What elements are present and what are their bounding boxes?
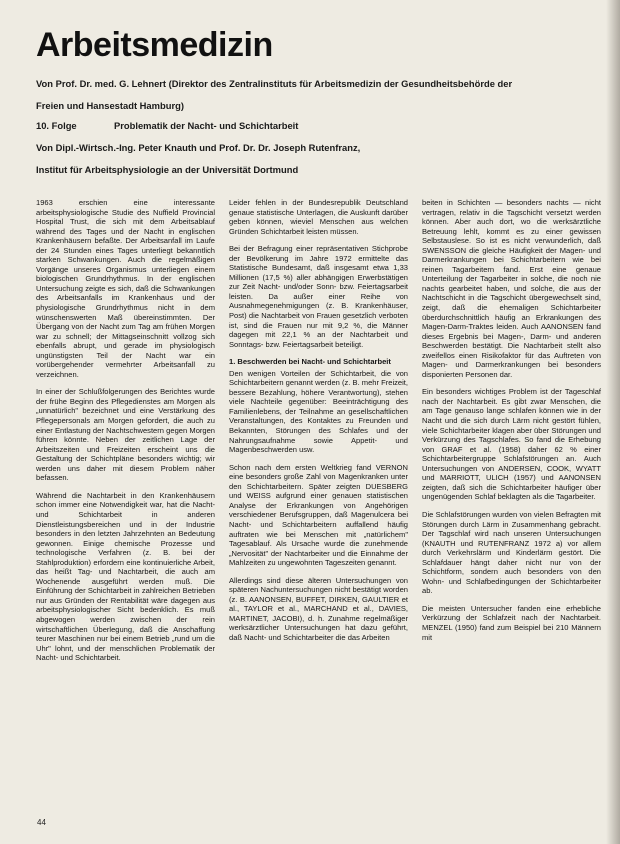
authors-line: Von Dipl.-Wirtsch.-Ing. Peter Knauth und Prof. Dr. Dr. Joseph Rutenfranz,: [36, 142, 361, 153]
page-number: 44: [37, 818, 46, 827]
paragraph: Leider fehlen in der Bundesrepublik Deutschland genaue statistische Unterlagen, die Auskunft darüber geben können, wieviel Menschen aus welchen Gründen Schichtarbeit leisten müssen.: [229, 198, 408, 236]
byline-continued: Freien und Hansestadt Hamburg): [36, 100, 184, 111]
paragraph: Ein besonders wichtiges Problem ist der Tageschlaf nach der Nachtarbeit. Es gibt zwar Menschen, die am Tage genauso lange schlafen können wie in der Nacht und die sich durch Lärm nicht gestört fühlen, viele Schichtarbeiter klagen aber über Störungen und Verkürzung des Tagschlafes. So fand die Erhebung von GRAF et al. (1958) daher 62 % einer Schichtarbeitergruppe Schlafstörungen an. Auch Untersuchungen von ANDERSEN, COOK, WYATT und MARRIOTT, ULICH (1957) und AANONSEN zeigten, daß sich die Schichtarbeiter häufiger über ungenügenden Schlaf beklagten als die Tagarbeiter.: [422, 387, 601, 502]
paragraph: Schon nach dem ersten Weltkrieg fand VERNON eine besonders große Zahl von Magenkranken unter den Schichtarbeitern. Später zeigten DUESBERG und WEISS aufgrund einer genauen statistischen Analyse der Erkrankungen von Angehörigen verschiedener Berufsgruppen, daß Magenulcera bei Nacht- und Schichtarbeitern auffallend häufig auftraten wie bei Menschen mit „natürlichem" Tagesablauf. Als Ursache wurde die zunehmende „Nervosität" der Nachtarbeiter und die Einnahme der Mahlzeiten zu ungewohnten Tageszeiten genannt.: [229, 462, 408, 568]
paragraph: Bei der Befragung einer repräsentativen Stichprobe der Bevölkerung im Jahre 1972 ermittelte das Statistische Bundesamt, daß insgesamt etwa 1,33 Millionen (17,5 %) aller abhängigen Erwerbstätigen zur Zeit Nacht- und/oder Sonn- bzw. Feiertagsarbeit leisten. Da außer einer Reihe von Ausnahmegenehmigungen (z. B. Krankenhäuser, Post) die Nachtarbeit von Frauen gesetzlich verboten ist, sind die Frauen nur mit 9,2 %, die Männer dagegen mit 22,1 % an der Nachtarbeit und Sonntags- bzw. Feiertagsarbeit beteiligt.: [229, 244, 408, 349]
column-2: [229, 198, 408, 824]
series-line: [36, 120, 298, 131]
column-3: [422, 198, 601, 824]
byline: Von Prof. Dr. med. G. Lehnert (Direktor des Zentralinstituts für Arbeitsmedizin der Gesundheitsbehörde der: [36, 78, 513, 89]
paragraph: 1963 erschien eine interessante arbeitsphysiologische Studie des Nuffield Provincial Hospital Trust, die sich mit dem Arbeitsablauf während des Tages und der Nacht in englischen Krankenhäusern befaßte. Der Arbeitsanfall im Laufe der 24 Stunden eines Tages unterliegt bekanntlich starken Schwankungen. Auch die regelmäßigen Vorgänge unseres Organismus unterliegen einem biologischen Grundrhythmus. In der englischen Untersuchung zeigte es sich, daß die Schwankungen des Arbeitsanfalls im Krankenhaus und der physiologische Grundrhythmus nicht in dem wünschenswerten Maß übereinstimmten. Der Übergang von der Nacht zum Tag am frühen Morgen war zu schnell; der Mittagseinschnitt vollzog sich ebenfalls abrupt, und gerade im physiologisch ungünstigsten Teil der Nacht war ein vorübergehender vermehrter Arbeitsanfall zu verzeichnen.: [36, 198, 215, 379]
paragraph: Während die Nachtarbeit in den Krankenhäusern schon immer eine Notwendigkeit war, hat die Nacht- und Schichtarbeit in anderen Dienstleistungsbereichen und in der Industrie besonders in den letzten Jahrzehnten an Bedeutung gewonnen. Einige chemische Prozesse und technologische Verfahren (z. B. bei der Stahlproduktion) erfordern eine kontinuierliche Arbeit, das heißt Tag- und Nachtarbeit, die auch am Wochenende ausgeführt werden muß. Die Einführung der Schichtarbeit in zahlreichen Betrieben nur aus Gründen der Rentabilität wäre dagegen aus arbeitsphysiologischer Sicht bedenklich. Es muß abgewogen werden zwischen der rein wirtschaftlichen Überlegung, daß die Anschaffung teurer Maschinen nur bei einem Betrieb „rund um die Uhr" lohnt, und der menschlichen Problematik der Nacht- und Schichtarbeit.: [36, 490, 215, 663]
paragraph: Den wenigen Vorteilen der Schichtarbeit, die von Schichtarbeitern genannt werden (z. B. mehr Freizeit, bessere Bezahlung, höhere Verantwortung), stehen viele Nachteile gegenüber: Beeinträchtigung des Familienlebens, der Teilnahme an gesellschaftlichen Veranstaltungen, des Kontaktes zu Freunden und Bekannten, Störungen des Schlafes und der Nahrungsaufnahme sowie Appetit- und Magenbeschwerden usw.: [229, 368, 408, 455]
page-edge-shadow: [606, 0, 620, 844]
institute-line: Institut für Arbeitsphysiologie an der Universität Dortmund: [36, 164, 299, 175]
paragraph: beiten in Schichten — besonders nachts — nicht vertragen, relativ in die Tagschicht versetzt werden können. Aber auch dort, wo die werksärztliche Betreuung lehlt, kommt es zu einer gewissen Selbstauslese. So ist es nicht verwunderlich, daß SWENSSON die gleiche Häufigkeit der Magen- und Darmerkrankungen bei Schichtarbeitern wie bei reinen Tagarbeitern fand. Erst eine genaue Unterteilung der Tagarbeiter in solche, die noch nie nachts gearbeitet haben, und solche, die aus der Nachtschicht in die Tagschicht übergewechselt sind, zeigt, daß die ehemaligen Schichtarbeiter überdurchschnittlich häufig an Erkrankungen des Magen-Darm-Traktes leiden. Auch AANONSEN fand dieses Ergebnis bei Magen-, Darm- und anderen Beschwerden bestätigt. Die Nachtarbeit stellt also zweifellos einen Risikofaktor für das Auftreten von Magen- und Darmerkrankungen bei besonders disponierten Personen dar.: [422, 198, 601, 379]
series-topic: Problematik der Nacht- und Schichtarbeit: [114, 120, 299, 131]
paragraph: Die Schlafstörungen wurden von vielen Befragten mit Störungen durch Lärm in Zusammenhang gebracht. Der Tagschlaf wird nach unseren Untersuchungen (KNAUTH und RUTENFRANZ 1972 a) vor allem durch Verkehrslärm und Kinderlärm gestört. Die Schlafdauer hängt daher nicht nur von der Schichtform, sondern auch besonders von den Wohn- und Schlafbedingungen der Schichtarbeiter ab.: [422, 509, 601, 596]
paragraph: In einer der Schlußfolgerungen des Berichtes wurde der frühe Beginn des Pflegedienstes am Morgen als „unnatürlich" bezeichnet und eine Verstärkung des Pflegepersonals am Morgen gefordert, die auch zu einer Entlastung der Nachtschwestern gegen Morgen führen könnte. Neben der zeitlichen Lage der Arbeitszeiten und Freizeiten erscheint uns die Gestaltung der Schichtpläne besonders wichtig; wir werden uns daher mit diesem Problem näher befassen.: [36, 387, 215, 483]
body-columns: [36, 198, 602, 824]
column-1: [36, 198, 215, 824]
section-heading: 1. Beschwerden bei Nacht- und Schichtarbeit: [229, 357, 391, 367]
article-title: Arbeitsmedizin: [36, 26, 273, 64]
paragraph: Allerdings sind diese älteren Untersuchungen von späteren Nachuntersuchungen nicht bestätigt worden (z. B. AANONSEN, BUFFET, DIRKEN, GAULTIER et al., TAYLOR et al., MARCHAND et al., DAVIES, MARTINET, JACOBI), d. h. Zunahme regelmäßiger werksärztlicher Untersuchungen hat dazu geführt, daß Nacht- und Schichtarbeiter die das Arbeiten: [229, 575, 408, 642]
series-number: 10. Folge: [36, 120, 77, 131]
paragraph: Die meisten Untersucher fanden eine erhebliche Verkürzung der Schlafzeit nach der Nachtarbeit. MENZEL (1950) fand zum Beispiel bei 210 Männern mit: [422, 603, 601, 642]
